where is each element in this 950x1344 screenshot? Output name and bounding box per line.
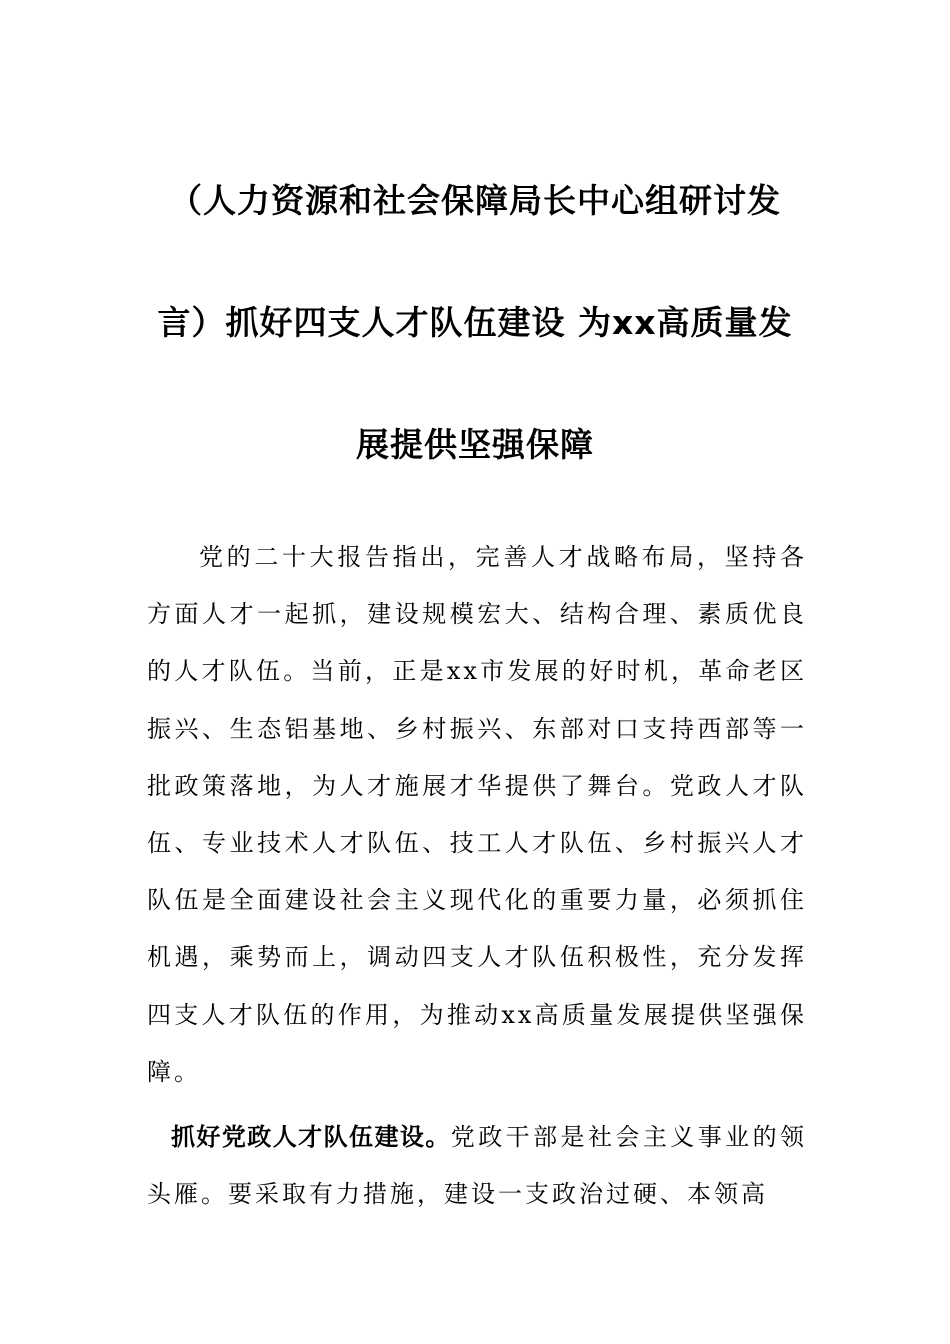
title-line-1: （人力资源和社会保障局长中心组研讨发 — [169, 181, 781, 220]
paragraph-text: 党的二十大报告指出，完善人才战略布局，坚持各方面人才一起抓，建设规模宏大、结构合理、素质优良的人才队伍。当前，正是xx市发展的好时机，革命老区振兴、生态铝基地、乡村振兴、东部对口支持西部等一批政策落地，为人才施展才华提供了舞台。党政人才队伍、专业技术人才队伍、技工人才队伍、乡村振兴人才队伍是全面建设社会主义现代化的重要力量，必须抓住机遇，乘势而上，调动四支人才队伍积极性，充分发挥四支人才队伍的作用，为推动xx高质量发展提供坚强保障。 — [147, 543, 807, 1086]
body-paragraph-intro — [147, 529, 807, 1101]
paragraph-lead-heading: 抓好党政人才队伍建设。 — [171, 1123, 451, 1151]
title-line-3: 展提供坚强保障 — [356, 425, 594, 464]
paragraph-text: 党政干部是社会主义事业的领头雁。要采取有力措施，建设一支政治过硬、本领高 — [147, 1123, 808, 1209]
title-line-2: 言）抓好四支人才队伍建设 为xx高质量发 — [157, 303, 793, 342]
body-paragraph-party-cadres — [147, 1109, 807, 1223]
document-title — [140, 140, 810, 506]
